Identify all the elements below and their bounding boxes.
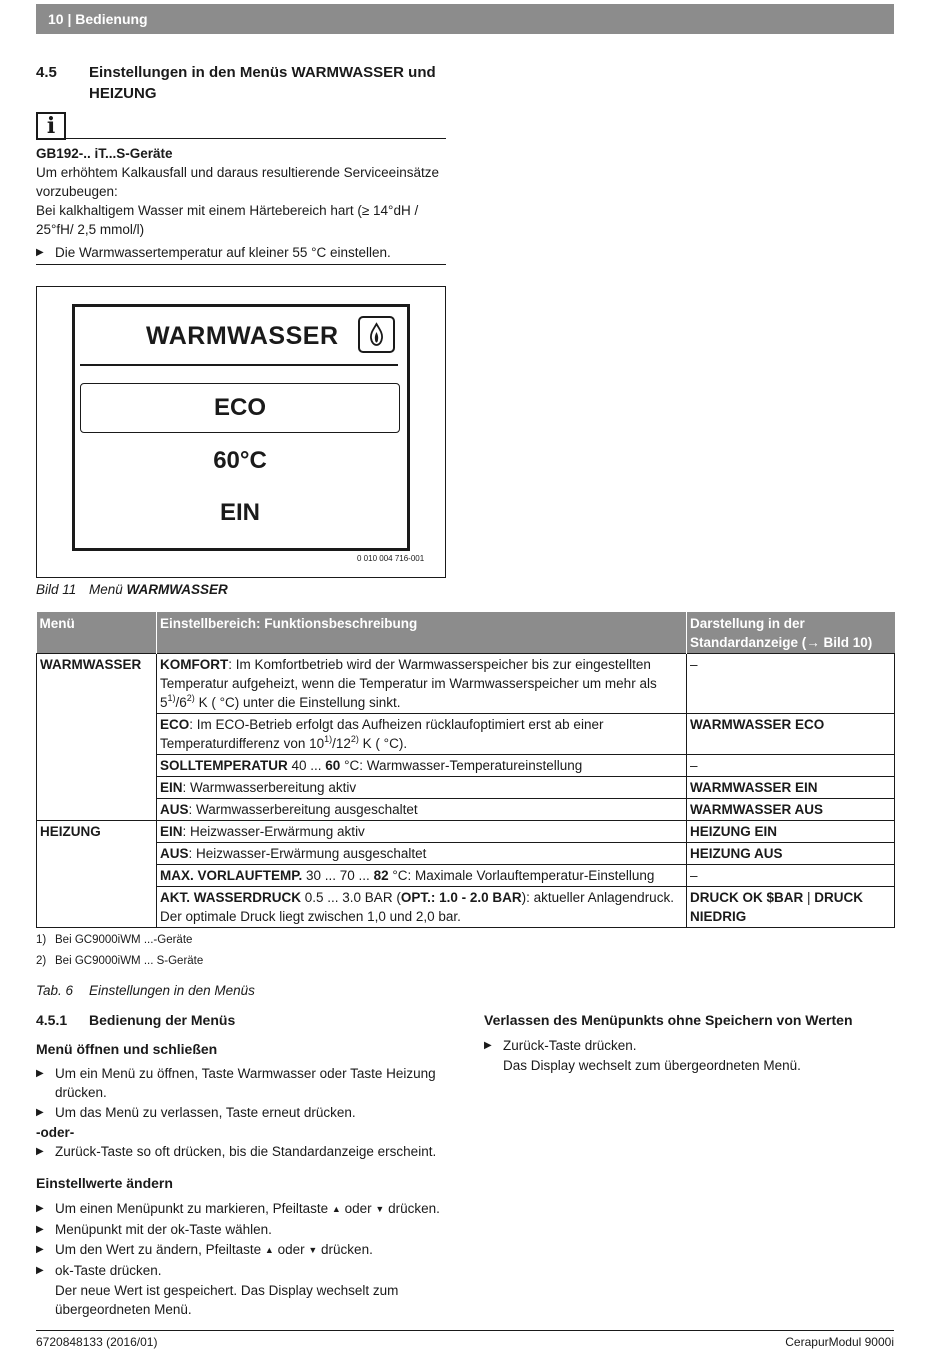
info-notice	[36, 144, 448, 262]
table-cell: HEIZUNG EIN	[687, 821, 895, 843]
bullet-arrow-icon: ▶	[36, 1203, 44, 1214]
bullet-arrow-icon: ▶	[36, 1146, 44, 1157]
display-item-ein: EIN	[219, 499, 260, 526]
table-header-row	[37, 612, 895, 654]
figure-code: 0 010 004 716-001	[357, 554, 425, 563]
table-cell: –	[687, 755, 895, 777]
figure-caption-text: Menü	[89, 582, 123, 597]
info-text: Um erhöhtem Kalkausfall und daraus resultierende Serviceeinsätze vorzubeugen:	[36, 165, 439, 199]
table-cell: AUS: Warmwasserbereitung ausgeschaltet	[157, 799, 687, 821]
table-header: Darstellung in der Standardanzeige (→ Bild 10)	[687, 612, 895, 654]
table-row	[37, 843, 895, 865]
settings-table	[36, 612, 895, 928]
oder-label: -oder-	[36, 1125, 75, 1140]
leave-steps	[484, 1036, 896, 1075]
table-cell: SOLLTEMPERATUR 40 ... 60 °C: Warmwasser-Temperatureinstellung	[157, 755, 687, 777]
table-row	[37, 654, 895, 714]
table-cell: MAX. VORLAUFTEMP. 30 ... 70 ... 82 °C: Maximale Vorlauftemperatur-Einstellung	[157, 865, 687, 887]
section-title: Einstellungen in den Menüs WARMWASSER und HEIZUNG	[89, 64, 436, 102]
bullet-arrow-icon: ▶	[36, 1244, 44, 1255]
change-values-heading: Einstellwerte ändern	[36, 1175, 173, 1191]
arrow-up-icon: ▲	[264, 1245, 274, 1255]
list-item: ▶ Menüpunkt mit der ok-Taste wählen.	[36, 1222, 272, 1237]
leave-heading: Verlassen des Menüpunkts ohne Speichern von Werten	[484, 1012, 853, 1028]
section-heading	[36, 62, 456, 104]
bullet-arrow-icon: ▶	[36, 247, 44, 258]
table-cell-empty	[37, 777, 157, 799]
section-number: 4.5	[36, 64, 57, 81]
table-caption: Tab. 6 Einstellungen in den Menüs	[36, 983, 255, 998]
list-item: ▶ Um das Menü zu verlassen, Taste erneut drücken.	[36, 1105, 356, 1120]
footnote-2: 2) Bei GC9000iWM ... S-Geräte	[36, 955, 204, 967]
footer-product: CerapurModul 9000i	[785, 1335, 894, 1349]
info-divider	[66, 138, 446, 139]
table-row	[37, 799, 895, 821]
table-cell-empty	[37, 755, 157, 777]
table-cell: AUS: Heizwasser-Erwärmung ausgeschaltet	[157, 843, 687, 865]
info-end-divider	[36, 264, 446, 265]
table-cell: HEIZUNG AUS	[687, 843, 895, 865]
table-row	[37, 755, 895, 777]
table-cell: WARMWASSER EIN	[687, 777, 895, 799]
table-cell-empty	[37, 714, 157, 755]
list-item: ▶ ok-Taste drücken.	[36, 1263, 162, 1278]
table-header: Menü	[37, 612, 157, 654]
change-values-steps	[36, 1199, 448, 1319]
table-cell: EIN: Warmwasserbereitung aktiv	[157, 777, 687, 799]
table-group-warmwasser: WARMWASSER	[37, 654, 157, 714]
table-cell: WARMWASSER ECO	[687, 714, 895, 755]
list-item: ▶ Zurück-Taste so oft drücken, bis die Standardanzeige erscheint.	[36, 1144, 437, 1159]
table-cell-empty	[37, 865, 157, 887]
arrow-up-icon: ▲	[331, 1204, 341, 1214]
table-group-heizung: HEIZUNG	[37, 821, 157, 843]
flame-icon	[358, 316, 395, 353]
table-row	[37, 865, 895, 887]
table-cell: EIN: Heizwasser-Erwärmung aktiv	[157, 821, 687, 843]
bullet-arrow-icon: ▶	[36, 1068, 44, 1079]
display-divider	[80, 364, 398, 366]
open-close-steps	[36, 1064, 448, 1162]
info-icon: i	[36, 112, 66, 140]
table-row	[37, 821, 895, 843]
table-cell: DRUCK OK $BAR | DRUCK NIEDRIG	[687, 887, 895, 928]
figure-caption-bold: WARMWASSER	[126, 582, 228, 597]
info-bullet	[36, 243, 448, 262]
bullet-arrow-icon: ▶	[36, 1265, 44, 1276]
table-row	[37, 714, 895, 755]
list-item: ▶ Um einen Menüpunkt zu markieren, Pfeiltaste ▲ oder ▼ drücken.	[36, 1199, 448, 1219]
result-text: Der neue Wert ist gespeichert. Das Display wechselt zum übergeordneten Menü.	[55, 1283, 399, 1317]
table-cell: –	[687, 654, 895, 714]
list-item: ▶ Um ein Menü zu öffnen, Taste Warmwasser oder Taste Heizung drücken.	[36, 1066, 436, 1100]
list-item: ▶ Um den Wert zu ändern, Pfeiltaste ▲ oder ▼ drücken.	[36, 1240, 448, 1260]
bullet-arrow-icon: ▶	[36, 1224, 44, 1235]
table-cell: KOMFORT: Im Komfortbetrieb wird der Warmwasserspeicher bis zur eingestellten Temperatur aufgeheizt, wenn die Temperatur im Warmwasserspeicher um mehr als 5$^{1)}$/6$^{2)}$ K ( °C) unter die Einstellung sinkt.	[157, 654, 687, 714]
display-item-temperature: 60°C	[213, 447, 267, 474]
display-title: WARMWASSER	[146, 322, 339, 350]
subsection-heading: 4.5.1 Bedienung der Menüs	[36, 1012, 236, 1028]
table-row	[37, 887, 895, 928]
table-cell: ECO: Im ECO-Betrieb erfolgt das Aufheizen rücklaufoptimiert erst ab einer Temperaturdifferenz von 10$^{1)}$/12$^{2)}$ K ( °C).	[157, 714, 687, 755]
display-item-eco: ECO	[213, 394, 266, 421]
table-cell-empty	[37, 799, 157, 821]
table-cell: AKT. WASSERDRUCK 0.5 ... 3.0 BAR (OPT.: 1.0 - 2.0 BAR): aktueller Anlagendruck. Der optimale Druck liegt zwischen 1,0 und 2,0 bar.	[157, 887, 687, 928]
table-header: Einstellbereich: Funktionsbeschreibung	[157, 612, 687, 654]
footer-doc-number: 6720848133 (2016/01)	[36, 1335, 158, 1349]
arrow-down-icon: ▼	[375, 1204, 385, 1214]
footnote-1: 1) Bei GC9000iWM ...-Geräte	[36, 934, 193, 946]
bullet-arrow-icon: ▶	[484, 1040, 492, 1051]
table-cell: –	[687, 865, 895, 887]
info-device-label: GB192-.. iT...S-Geräte	[36, 146, 173, 161]
page-header: 10 | Bedienung	[36, 4, 894, 34]
table-cell: WARMWASSER AUS	[687, 799, 895, 821]
figure-caption-number: Bild 11	[36, 582, 77, 597]
bullet-arrow-icon: ▶	[36, 1107, 44, 1118]
info-text-2: Bei kalkhaltigem Wasser mit einem Härtebereich hart (≥ 14°dH / 25°fH/ 2,5 mmol/l)	[36, 203, 419, 237]
result-text: Das Display wechselt zum übergeordneten Menü.	[503, 1058, 801, 1073]
arrow-down-icon: ▼	[308, 1245, 318, 1255]
info-bullet-text: Die Warmwassertemperatur auf kleiner 55 °C einstellen.	[55, 245, 391, 260]
table-cell-empty	[37, 887, 157, 928]
list-item: ▶ Zurück-Taste drücken.	[484, 1038, 637, 1053]
table-cell-empty	[37, 843, 157, 865]
open-close-heading: Menü öffnen und schließen	[36, 1041, 218, 1057]
figure-caption	[36, 580, 228, 599]
table-row	[37, 777, 895, 799]
footer-divider	[36, 1330, 894, 1331]
